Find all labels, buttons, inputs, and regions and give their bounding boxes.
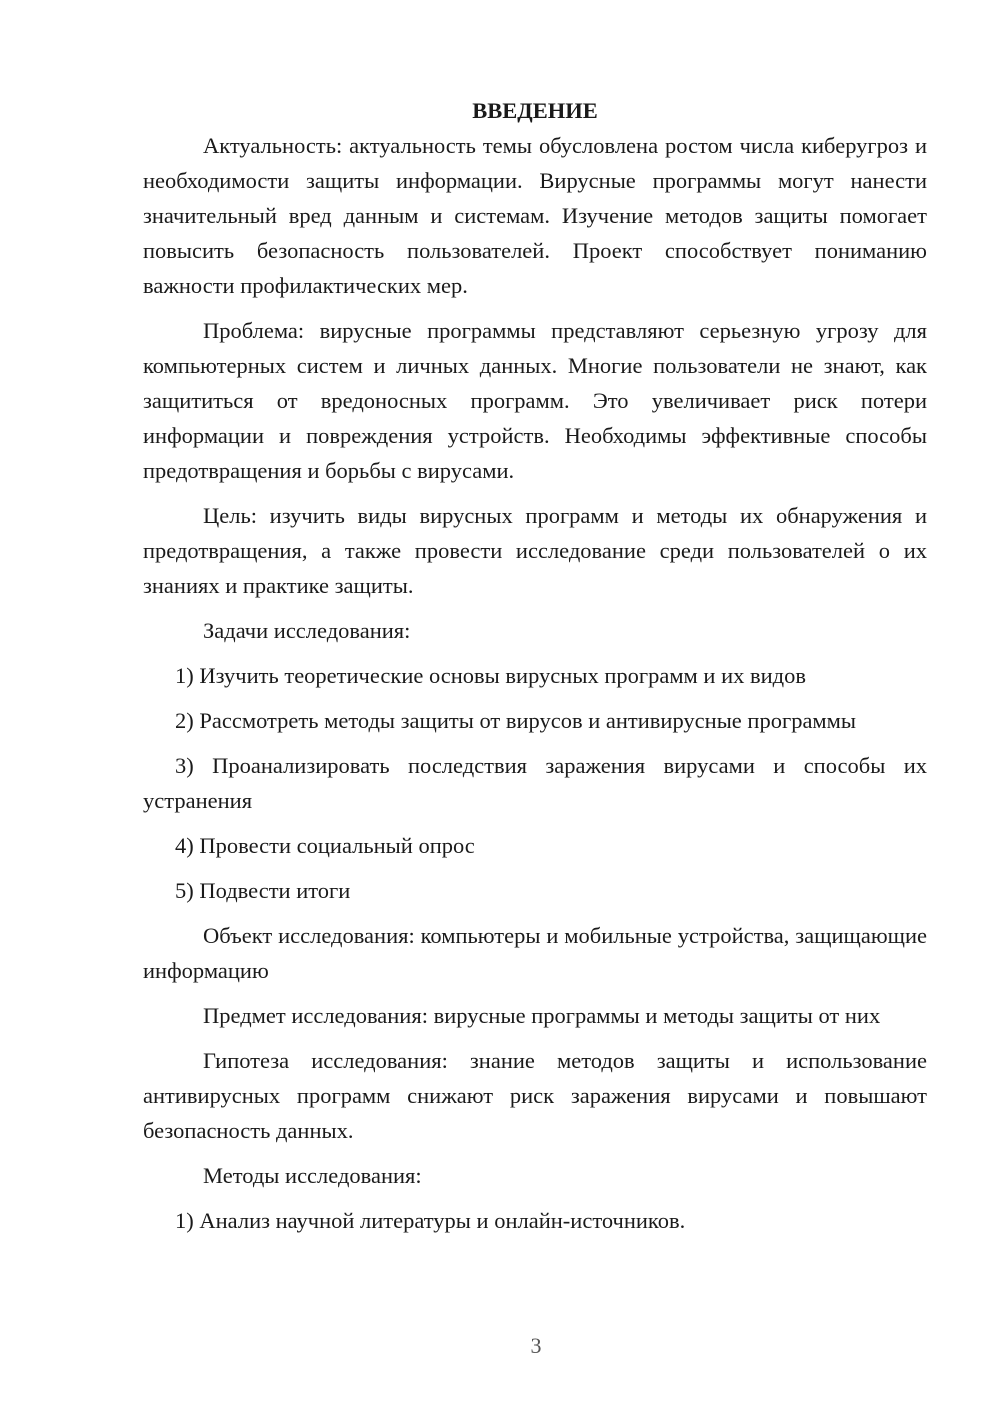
page-number: 3 <box>530 1333 542 1358</box>
method-item-1: 1) Анализ научной литературы и онлайн-источников. <box>175 1208 686 1233</box>
relevance-paragraph: Актуальность: актуальность темы обусловлена ростом числа киберугроз и необходимости защиты информации. Вирусные программы могут нанести значительный вред данным и системам. Изучение методов защиты помогает повысить безопасность пользователей. Проект способствует пониманию важности профилактических мер. <box>143 133 927 298</box>
problem-paragraph: Проблема: вирусные программы представляют серьезную угрозу для компьютерных систем и личных данных. Многие пользователи не знают, как защититься от вредоносных программ. Это увеличивает риск потери информации и повреждения устройств. Необходимы эффективные способы предотвращения и борьбы с вирусами. <box>143 318 927 483</box>
page-content <box>143 93 927 1248</box>
research-object-paragraph: Объект исследования: компьютеры и мобильные устройства, защищающие информацию <box>143 923 927 983</box>
goal-paragraph: Цель: изучить виды вирусных программ и методы их обнаружения и предотвращения, а также провести исследование среди пользователей о их знаниях и практике защиты. <box>143 503 927 598</box>
research-subject-paragraph: Предмет исследования: вирусные программы и методы защиты от них <box>203 1003 881 1028</box>
section-title: ВВЕДЕНИЕ <box>472 98 598 123</box>
task-item-2: 2) Рассмотреть методы защиты от вирусов и антивирусные программы <box>175 708 857 733</box>
hypothesis-paragraph: Гипотеза исследования: знание методов защиты и использование антивирусных программ снижают риск заражения вирусами и повышают безопасность данных. <box>143 1048 927 1143</box>
task-item-5: 5) Подвести итоги <box>175 878 351 903</box>
task-item-1: 1) Изучить теоретические основы вирусных программ и их видов <box>175 663 806 688</box>
task-item-3: 3) Проанализировать последствия заражения вирусами и способы их устранения <box>143 753 927 813</box>
task-item-4: 4) Провести социальный опрос <box>175 833 475 858</box>
methods-heading: Методы исследования: <box>203 1163 422 1188</box>
tasks-heading: Задачи исследования: <box>203 618 411 643</box>
